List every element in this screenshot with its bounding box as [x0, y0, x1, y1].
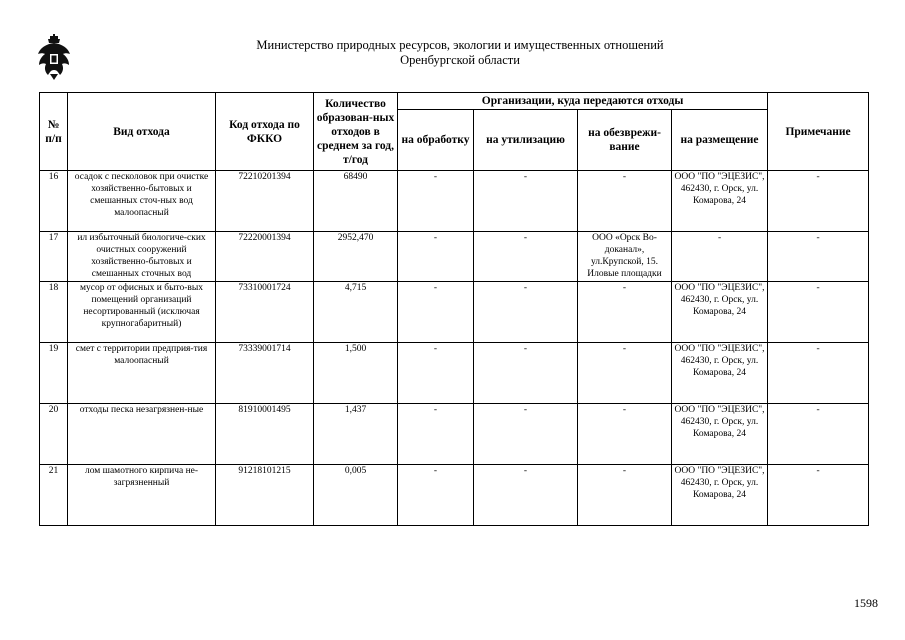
cell-neutralization: ООО «Орск Во-доканал», ул.Крупской, 15. Иловые площадки	[578, 232, 672, 282]
cell-note: -	[768, 404, 869, 465]
col-header-organizations: Организации, куда передаются отходы	[398, 93, 768, 110]
cell-num: 19	[40, 343, 68, 404]
cell-placement: -	[672, 232, 768, 282]
col-header-utilization: на утилизацию	[474, 110, 578, 171]
cell-utilization: -	[474, 404, 578, 465]
col-header-placement: на размещение	[672, 110, 768, 171]
cell-waste-type: мусор от офисных и быто-вых помещений организаций несортированный (исключая крупногабаритный)	[68, 282, 216, 343]
cell-note: -	[768, 282, 869, 343]
cell-num: 18	[40, 282, 68, 343]
cell-utilization: -	[474, 465, 578, 526]
cell-fkko-code: 91218101215	[216, 465, 314, 526]
cell-fkko-code: 73310001724	[216, 282, 314, 343]
table-row	[40, 282, 869, 343]
cell-note: -	[768, 465, 869, 526]
table-row	[40, 171, 869, 232]
cell-utilization: -	[474, 232, 578, 282]
cell-fkko-code: 73339001714	[216, 343, 314, 404]
cell-utilization: -	[474, 171, 578, 232]
col-header-processing: на обработку	[398, 110, 474, 171]
waste-table	[39, 92, 869, 526]
cell-quantity: 1,500	[314, 343, 398, 404]
cell-waste-type: смет с территории предприя-тия малоопасный	[68, 343, 216, 404]
cell-utilization: -	[474, 343, 578, 404]
cell-fkko-code: 72210201394	[216, 171, 314, 232]
cell-neutralization: -	[578, 282, 672, 343]
cell-placement: ООО "ПО "ЭЦЕЗИС", 462430, г. Орск, ул. Комарова, 24	[672, 465, 768, 526]
cell-note: -	[768, 232, 869, 282]
col-header-fkko-code: Код отхода по ФККО	[216, 93, 314, 171]
cell-placement: ООО "ПО "ЭЦЕЗИС", 462430, г. Орск, ул. Комарова, 24	[672, 404, 768, 465]
table-row	[40, 404, 869, 465]
cell-num: 16	[40, 171, 68, 232]
cell-neutralization: -	[578, 465, 672, 526]
col-header-num: № п/п	[40, 93, 68, 171]
document-header	[180, 38, 740, 68]
cell-processing: -	[398, 171, 474, 232]
table-row	[40, 232, 869, 282]
cell-processing: -	[398, 343, 474, 404]
cell-quantity: 2952,470	[314, 232, 398, 282]
coat-of-arms-icon	[36, 34, 72, 80]
cell-note: -	[768, 171, 869, 232]
cell-utilization: -	[474, 282, 578, 343]
cell-placement: ООО "ПО "ЭЦЕЗИС", 462430, г. Орск, ул. Комарова, 24	[672, 282, 768, 343]
cell-note: -	[768, 343, 869, 404]
col-header-note: Примечание	[768, 93, 869, 171]
cell-processing: -	[398, 404, 474, 465]
cell-fkko-code: 72220001394	[216, 232, 314, 282]
cell-placement: ООО "ПО "ЭЦЕЗИС", 462430, г. Орск, ул. Комарова, 24	[672, 171, 768, 232]
cell-quantity: 0,005	[314, 465, 398, 526]
cell-processing: -	[398, 282, 474, 343]
cell-quantity: 4,715	[314, 282, 398, 343]
table-row	[40, 465, 869, 526]
cell-processing: -	[398, 465, 474, 526]
cell-quantity: 1,437	[314, 404, 398, 465]
col-header-waste-type: Вид отхода	[68, 93, 216, 171]
cell-neutralization: -	[578, 343, 672, 404]
col-header-neutralization: на обезврежи-вание	[578, 110, 672, 171]
header-region-line: Оренбургской области	[400, 53, 520, 67]
cell-waste-type: отходы песка незагрязнен-ные	[68, 404, 216, 465]
cell-waste-type: лом шамотного кирпича не-загрязненный	[68, 465, 216, 526]
cell-fkko-code: 81910001495	[216, 404, 314, 465]
cell-num: 20	[40, 404, 68, 465]
col-header-quantity: Количество образован-ных отходов в среднем за год, т/год	[314, 93, 398, 171]
cell-num: 17	[40, 232, 68, 282]
cell-processing: -	[398, 232, 474, 282]
cell-waste-type: ил избыточный биологиче-ских очистных сооружений хозяйственно-бытовых и смешанных сточных вод	[68, 232, 216, 282]
header-ministry-line: Министерство природных ресурсов, экологии и имущественных отношений	[256, 38, 664, 52]
cell-placement: ООО "ПО "ЭЦЕЗИС", 462430, г. Орск, ул. Комарова, 24	[672, 343, 768, 404]
page-number: 1598	[854, 596, 878, 610]
cell-quantity: 68490	[314, 171, 398, 232]
table-row	[40, 343, 869, 404]
cell-waste-type: осадок с песколовок при очистке хозяйственно-бытовых и смешанных сточ-ных вод малоопасный	[68, 171, 216, 232]
cell-neutralization: -	[578, 404, 672, 465]
cell-neutralization: -	[578, 171, 672, 232]
cell-num: 21	[40, 465, 68, 526]
